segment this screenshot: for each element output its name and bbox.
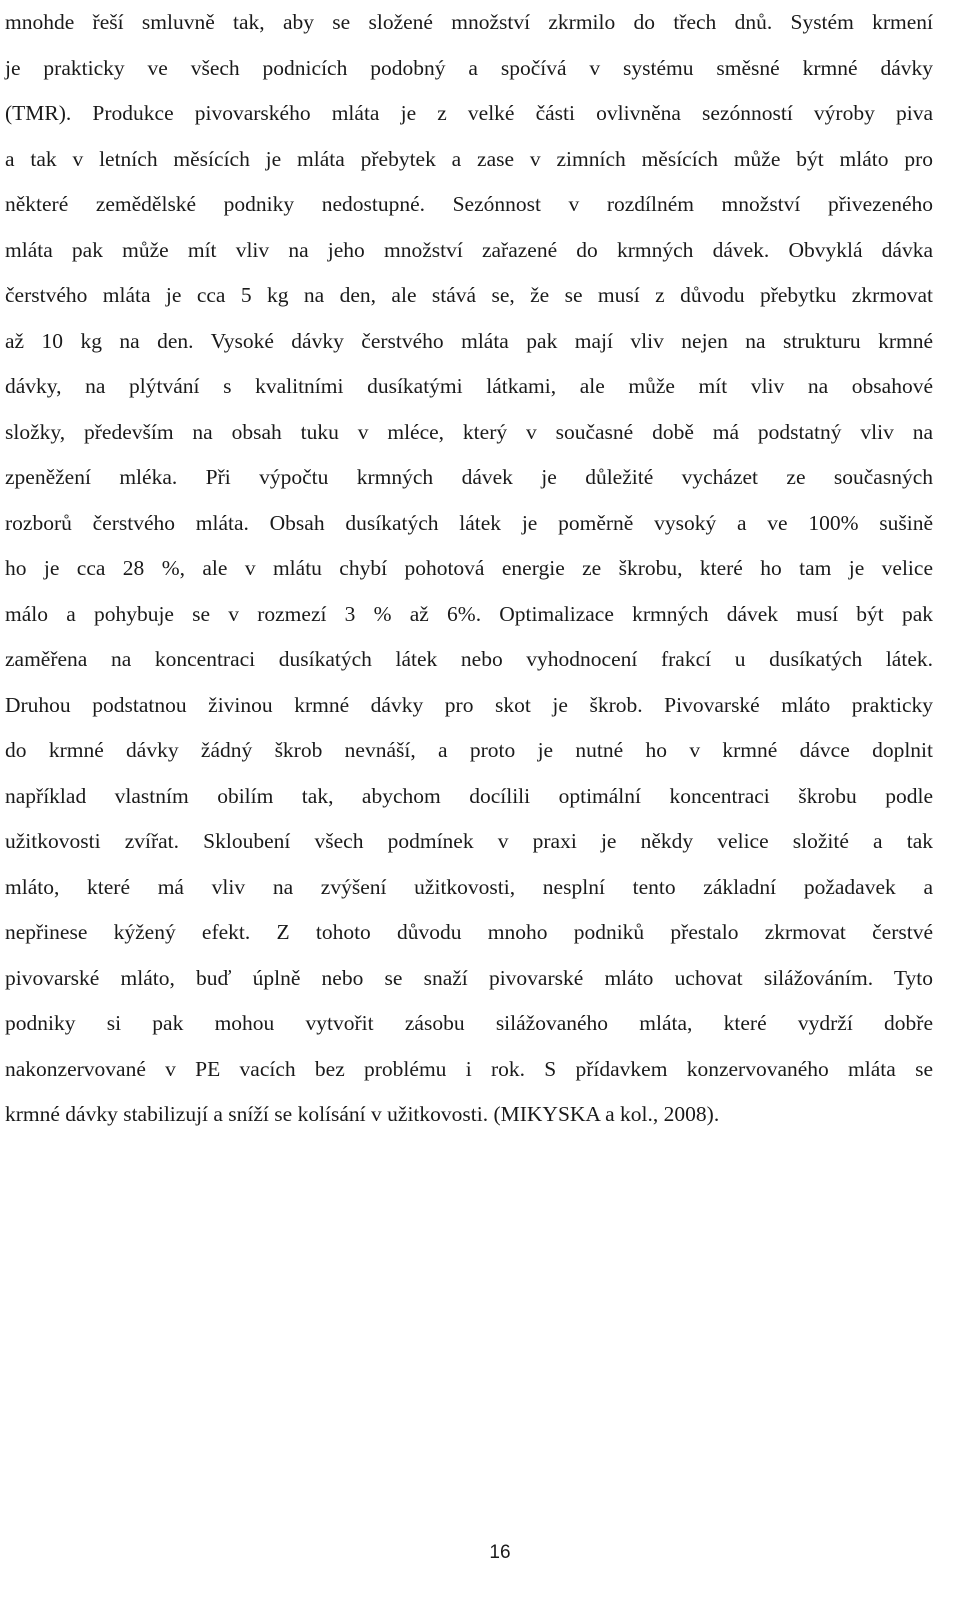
text-line: nakonzervované v PE vacích bez problému i rok. S přídavkem konzervovaného mláta se (5, 1056, 933, 1081)
text-line: zaměřena na koncentraci dusíkatých látek nebo vyhodnocení frakcí u dusíkatých látek. (5, 647, 933, 671)
text-line: například vlastním obilím tak, abychom docílili optimální koncentraci škrobu podle (5, 783, 933, 808)
text-line: rozborů čerstvého mláta. Obsah dusíkatých látek je poměrně vysoký a ve 100% sušině (5, 510, 933, 535)
text-line: krmné dávky stabilizují a sníží se kolísání v užitkovosti. (MIKYSKA a kol., 2008). (5, 1102, 720, 1126)
body-paragraph (5, 0, 933, 1138)
text-line: a tak v letních měsících je mláta přebytek a zase v zimních měsících může být mláto pro (5, 146, 933, 171)
text-line: ho je cca 28 %, ale v mlátu chybí pohotová energie ze škrobu, které ho tam je velice (5, 556, 933, 580)
text-line: až 10 kg na den. Vysoké dávky čerstvého mláta pak mají vliv nejen na strukturu krmné (5, 328, 933, 353)
page-number: 16 (489, 1542, 511, 1563)
text-line: čerstvého mláta je cca 5 kg na den, ale stává se, že se musí z důvodu přebytku zkrmovat (5, 283, 933, 307)
text-line: dávky, na plýtvání s kvalitními dusíkatými látkami, ale může mít vliv na obsahové (5, 374, 933, 398)
text-line: složky, především na obsah tuku v mléce, který v současné době má podstatný vliv na (5, 419, 933, 444)
text-line: některé zemědělské podniky nedostupné. Sezónnost v rozdílném množství přivezeného (5, 192, 933, 216)
text-line: do krmné dávky žádný škrob nevnáší, a proto je nutné ho v krmné dávce doplnit (5, 738, 933, 762)
text-line: nepřinese kýžený efekt. Z tohoto důvodu mnoho podniků přestalo zkrmovat čerstvé (5, 920, 933, 944)
text-line: podniky si pak mohou vytvořit zásobu silážovaného mláta, které vydrží dobře (5, 1011, 933, 1035)
text-line: zpeněžení mléka. Při výpočtu krmných dávek je důležité vycházet ze současných (5, 465, 933, 489)
text-line: je prakticky ve všech podnicích podobný a spočívá v systému směsné krmné dávky (5, 55, 933, 80)
text-line: mláto, které má vliv na zvýšení užitkovosti, nesplní tento základní požadavek a (5, 874, 933, 899)
text-line: Druhou podstatnou živinou krmné dávky pro skot je škrob. Pivovarské mláto prakticky (5, 692, 933, 717)
text-line: mnohde řeší smluvně tak, aby se složené množství zkrmilo do třech dnů. Systém krmení (5, 10, 933, 34)
text-line: mláta pak může mít vliv na jeho množství zařazené do krmných dávek. Obvyklá dávka (5, 237, 933, 262)
text-line: (TMR). Produkce pivovarského mláta je z velké části ovlivněna sezónností výroby piva (5, 101, 933, 125)
text-line: málo a pohybuje se v rozmezí 3 % až 6%. Optimalizace krmných dávek musí být pak (5, 601, 933, 626)
text-line: užitkovosti zvířat. Skloubení všech podmínek v praxi je někdy velice složité a tak (5, 829, 933, 853)
text-line: pivovarské mláto, buď úplně nebo se snaží pivovarské mláto uchovat silážováním. Tyto (5, 965, 933, 990)
